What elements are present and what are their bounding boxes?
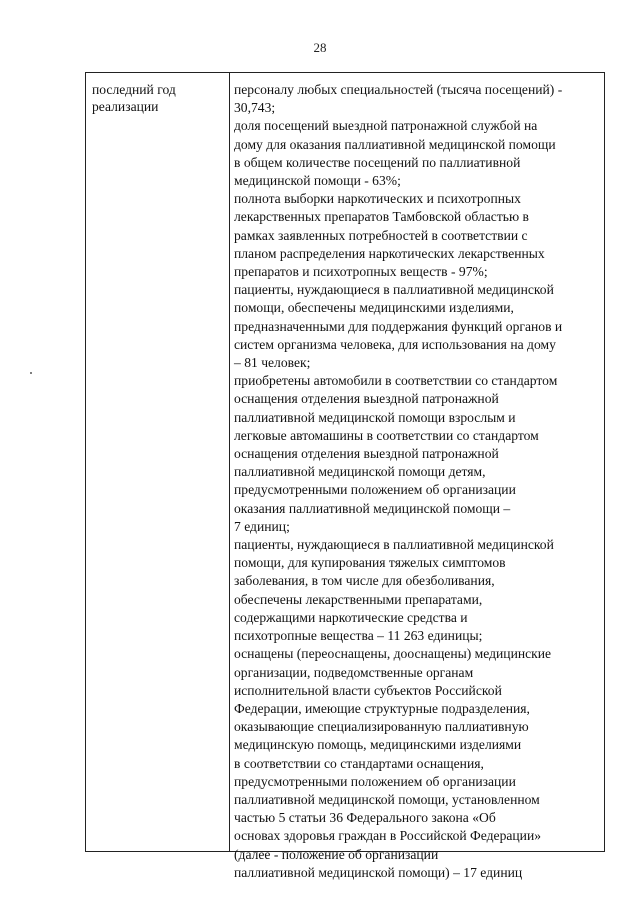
text-line: оснащены (переоснащены, дооснащены) медицинские <box>234 646 552 662</box>
text-line: (далее - положение об организации <box>234 846 439 862</box>
text-line: медицинской помощи - 63%; <box>234 173 401 189</box>
text-line: полнота выборки наркотических и психотропных <box>234 191 521 207</box>
text-line: оснащения отделения выездной патронажной <box>234 391 499 407</box>
content-cell <box>234 81 602 882</box>
text-line: 30,743; <box>234 100 276 116</box>
text-line: в общем количестве посещений по паллиативной <box>234 154 521 170</box>
text-line: оказания паллиативной медицинской помощи – <box>234 500 511 516</box>
text-line: помощи, для купирования тяжелых симптомов <box>234 555 506 571</box>
text-line: обеспечены лекарственными препаратами, <box>234 591 483 607</box>
text-line: предназначенными для поддержания функций органов и <box>234 318 563 334</box>
text-line: заболевания, в том числе для обезболивания, <box>234 573 495 589</box>
text-line: доля посещений выездной патронажной службой на <box>234 118 538 134</box>
text-line: систем организма человека, для использования на дому <box>234 336 556 352</box>
text-line: паллиативной медицинской помощи детям, <box>234 464 486 480</box>
text-line: психотропные вещества – 11 263 единицы; <box>234 628 483 644</box>
text-line: рамках заявленных потребностей в соответствии с <box>234 227 528 243</box>
text-line: легковые автомашины в соответствии со стандартом <box>234 427 539 443</box>
page-number: 28 <box>313 40 327 55</box>
text-line: персоналу любых специальностей (тысяча посещений) - <box>234 82 563 97</box>
text-line: предусмотренными положением об организации <box>234 773 516 789</box>
text-line: пациенты, нуждающиеся в паллиативной медицинской <box>234 282 554 298</box>
text-line: организации, подведомственные органам <box>234 664 474 680</box>
text-line: Федерации, имеющие структурные подразделения, <box>234 700 530 716</box>
text-line: дому для оказания паллиативной медицинской помощи <box>234 136 556 152</box>
text-line: исполнительной власти субъектов Российской <box>234 682 502 698</box>
document-table <box>85 72 605 880</box>
text-line: оказывающие специализированную паллиативную <box>234 719 529 735</box>
text-line: предусмотренными положением об организации <box>234 482 516 498</box>
text-line: оснащения отделения выездной патронажной <box>234 446 499 462</box>
text-line: частью 5 статьи 36 Федерального закона «Об <box>234 810 496 826</box>
text-line: в соответствии со стандартами оснащения, <box>234 755 484 771</box>
scan-speck <box>30 372 32 374</box>
text-line: паллиативной медицинской помощи) – 17 единиц <box>234 864 523 880</box>
text-line: помощи, обеспечены медицинскими изделиями, <box>234 300 514 316</box>
text-line: основах здоровья граждан в Российской Федерации» <box>234 828 542 844</box>
text-line: пациенты, нуждающиеся в паллиативной медицинской <box>234 537 554 553</box>
text-line: планом распределения наркотических лекарственных <box>234 245 545 261</box>
text-line: паллиативной медицинской помощи, установленном <box>234 791 540 807</box>
text-line: – 81 человек; <box>234 355 311 371</box>
text-line: лекарственных препаратов Тамбовской областью в <box>234 209 529 225</box>
column-divider <box>229 73 230 851</box>
text-line: паллиативной медицинской помощи взрослым и <box>234 409 516 425</box>
text-line: содержащими наркотические средства и <box>234 609 468 625</box>
text-line: приобретены автомобили в соответствии со стандартом <box>234 373 558 389</box>
text-line: препаратов и психотропных веществ - 97%; <box>234 264 488 280</box>
label-cell: последний год реализации <box>92 82 176 115</box>
text-line: 7 единиц; <box>234 518 290 534</box>
text-line: медицинскую помощь, медицинскими изделиями <box>234 737 522 753</box>
